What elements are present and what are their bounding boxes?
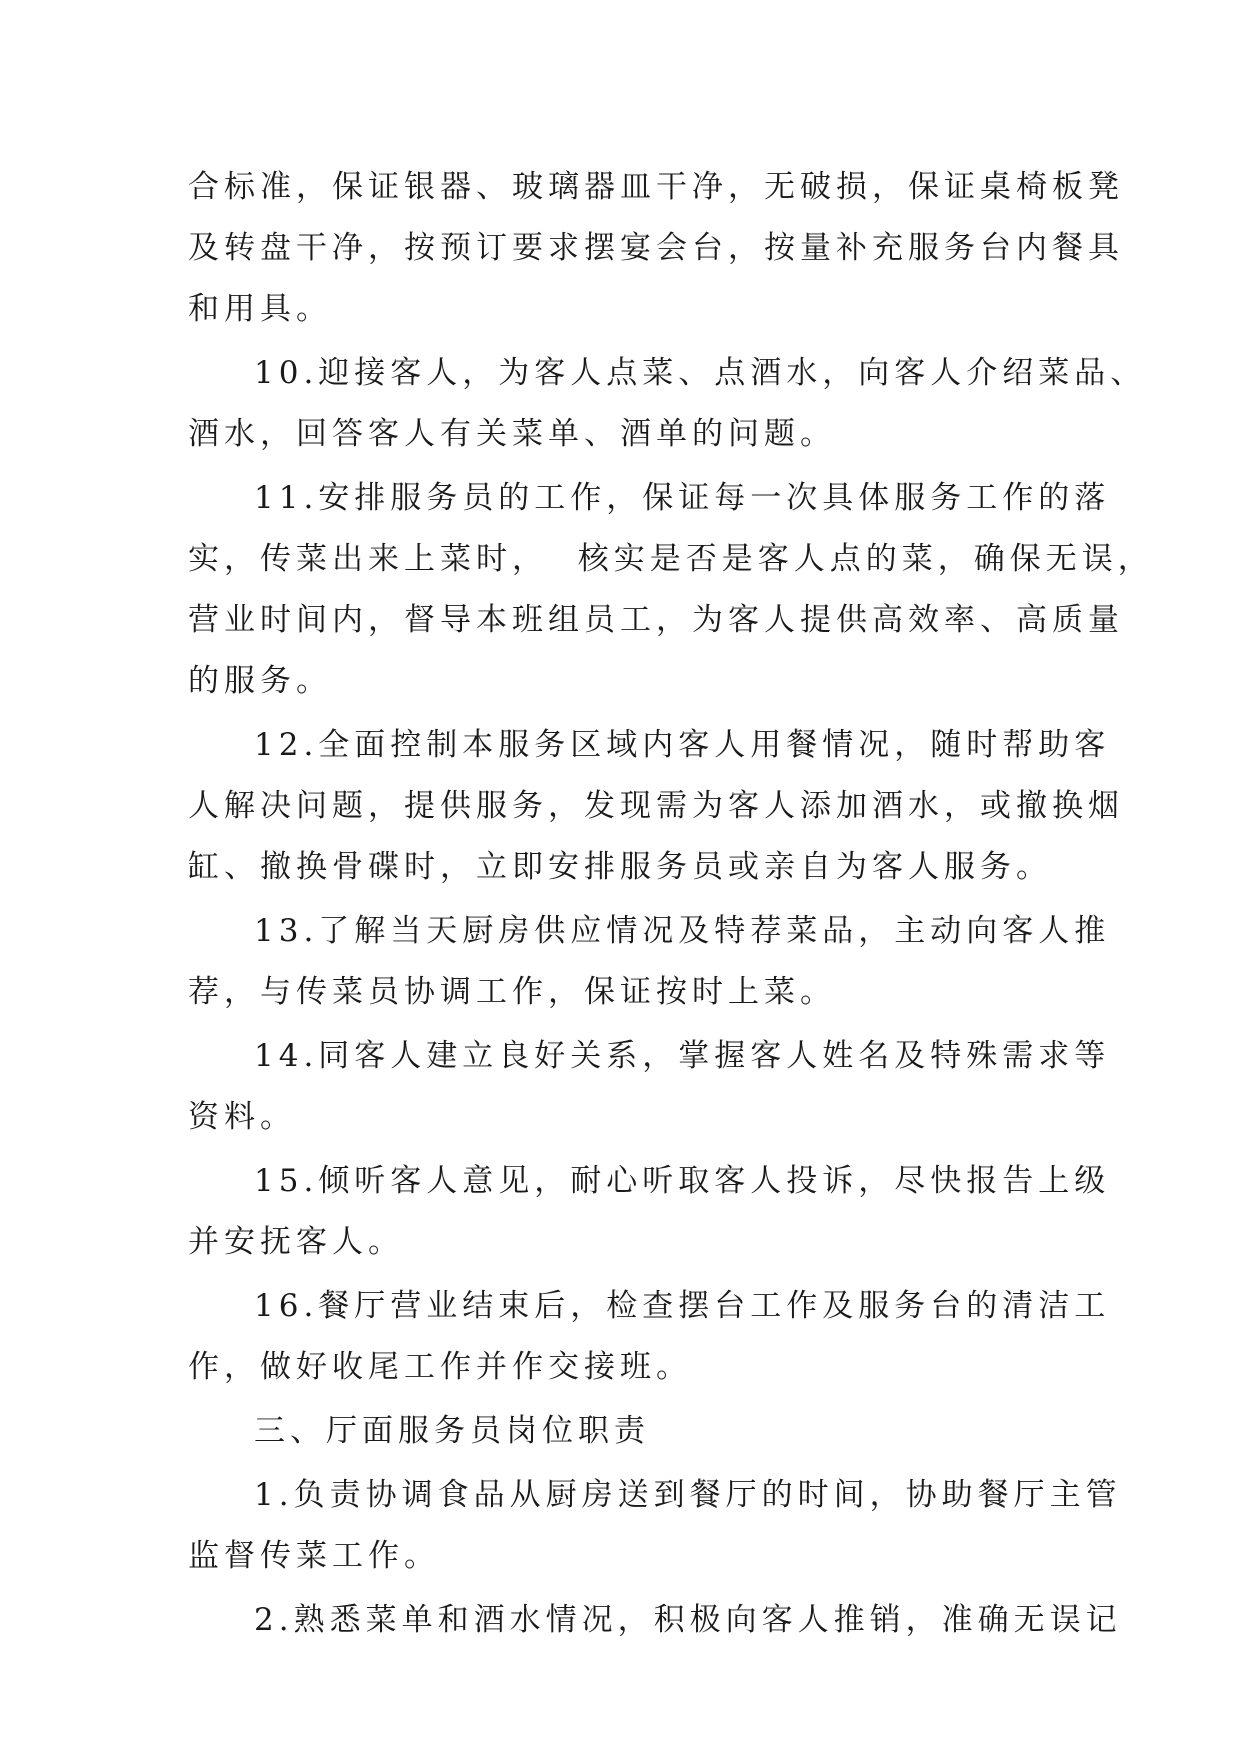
text-line: 作，做好收尾工作并作交接班。 xyxy=(188,1349,692,1385)
text-line: 和用具。 xyxy=(188,291,332,327)
text-line: 2.熟悉菜单和酒水情况，积极向客人推销，准确无误记 xyxy=(254,1602,1122,1638)
paragraph-item-9-continuation xyxy=(188,157,1124,340)
text-line: 13.了解当天厨房供应情况及特荐菜品，主动向客人推 xyxy=(254,913,1111,949)
paragraph-item-12 xyxy=(188,715,1124,898)
text-line: 荐，与传菜员协调工作，保证按时上菜。 xyxy=(188,974,836,1010)
paragraph-item-s3-2 xyxy=(188,1590,1122,1651)
text-line: 12.全面控制本服务区域内客人用餐情况，随时帮助客 xyxy=(254,727,1111,763)
text-line: 缸、撤换骨碟时，立即安排服务员或亲自为客人服务。 xyxy=(188,849,1052,885)
text-line: 1.负责协调食品从厨房送到餐厅的时间，协助餐厅主管 xyxy=(254,1477,1122,1513)
text-line: 10.迎接客人，为客人点菜、点酒水，向客人介绍菜品、 xyxy=(254,355,1147,391)
text-line: 11.安排服务员的工作，保证每一次具体服务工作的落 xyxy=(254,480,1111,516)
paragraph-item-11 xyxy=(188,468,1154,712)
text-line: 酒水，回答客人有关菜单、酒单的问题。 xyxy=(188,416,836,452)
paragraph-item-10 xyxy=(188,343,1147,465)
text-line: 14.同客人建立良好关系，掌握客人姓名及特殊需求等 xyxy=(254,1038,1111,1074)
text-line: 16.餐厅营业结束后，检查摆台工作及服务台的清洁工 xyxy=(254,1288,1111,1324)
paragraph-item-16 xyxy=(188,1276,1111,1398)
text-line: 及转盘干净，按预订要求摆宴会台，按量补充服务台内餐具 xyxy=(188,230,1124,266)
section-heading-text: 三、厅面服务员岗位职责 xyxy=(254,1413,650,1449)
text-line: 营业时间内，督导本班组员工，为客人提供高效率、高质量 xyxy=(188,602,1124,638)
text-line: 监督传菜工作。 xyxy=(188,1538,440,1574)
text-line: 并安抚客人。 xyxy=(188,1224,404,1260)
section-heading xyxy=(188,1401,1068,1462)
text-line: 的服务。 xyxy=(188,663,332,699)
paragraph-item-s3-1 xyxy=(188,1465,1122,1587)
text-line: 人解决问题，提供服务，发现需为客人添加酒水，或撤换烟 xyxy=(188,788,1124,824)
text-line: 资料。 xyxy=(188,1099,296,1135)
paragraph-item-15 xyxy=(188,1151,1111,1273)
text-line: 实，传菜出来上菜时， 核实是否是客人点的菜，确保无误， xyxy=(188,541,1154,577)
text-line: 15.倾听客人意见，耐心听取客人投诉，尽快报告上级 xyxy=(254,1163,1111,1199)
document-body xyxy=(188,157,1154,1654)
text-line: 合标准，保证银器、玻璃器皿干净，无破损，保证桌椅板凳 xyxy=(188,169,1124,205)
paragraph-item-13 xyxy=(188,901,1111,1023)
paragraph-item-14 xyxy=(188,1026,1111,1148)
